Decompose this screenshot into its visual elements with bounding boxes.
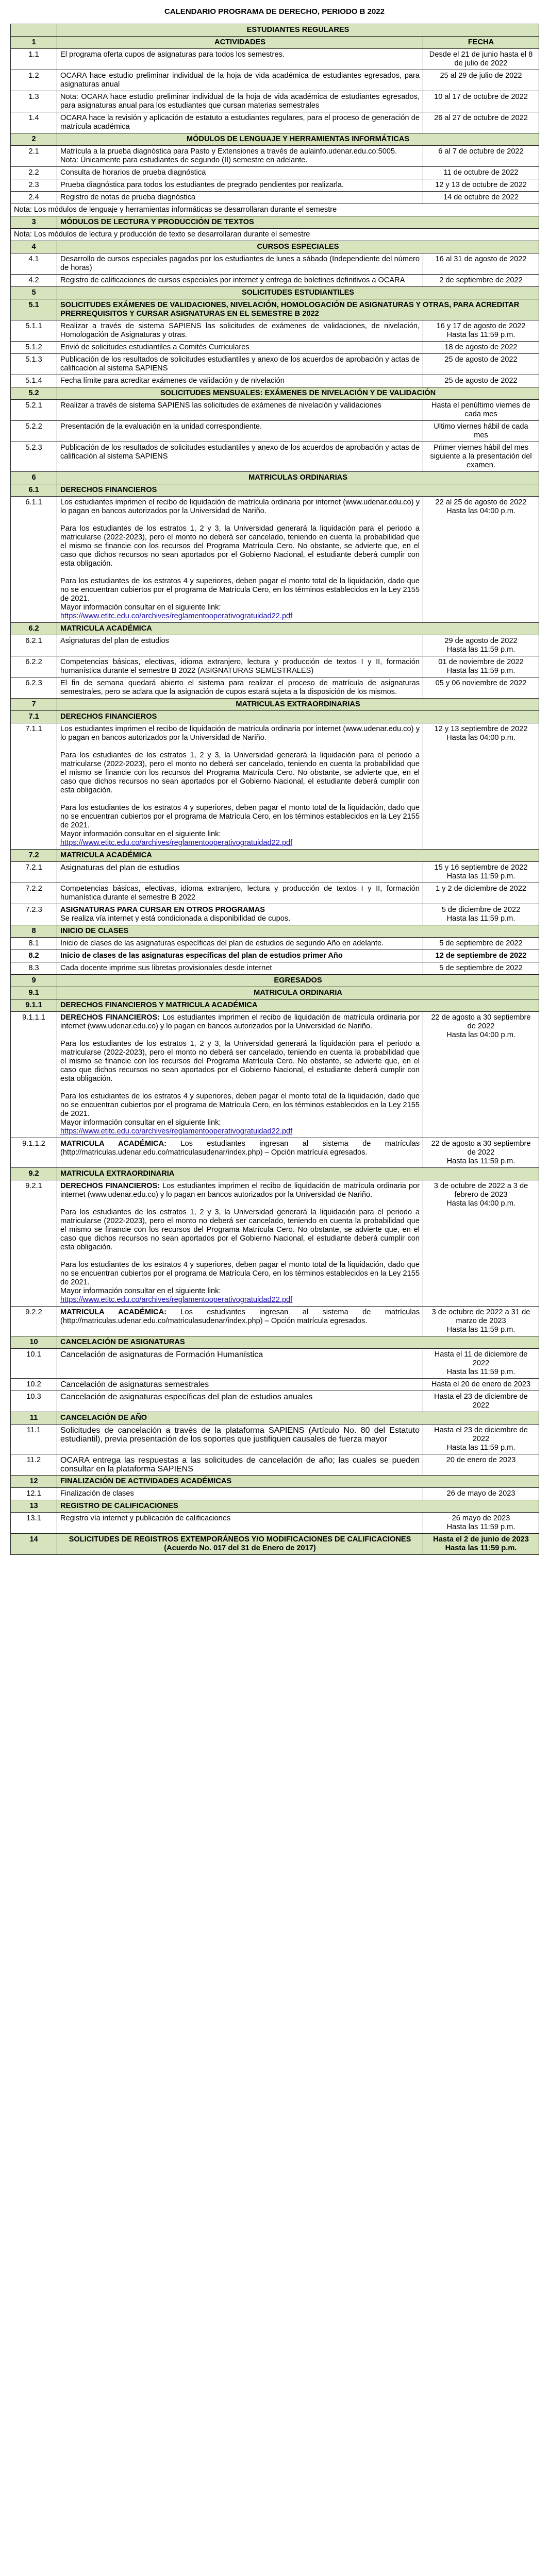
activity-row [11,635,539,656]
section-number: 7 [11,699,57,711]
activity-row [11,1454,539,1476]
regulation-link[interactable]: https://www.etitc.edu.co/archives/reglamentooperativogratuidad22.pdf [60,839,293,847]
activity-description: Registro de notas de prueba diagnóstica [57,192,423,204]
row-number: 9.2.2 [11,1307,57,1336]
row-number: 2.2 [11,167,57,179]
section-number: 10 [11,1336,57,1349]
paragraph [60,1182,420,1199]
section-number: 9.2 [11,1168,57,1180]
activity-row [11,1307,539,1336]
section-row [11,241,539,253]
section-title: MATRICULA ACADÉMICA [57,850,539,862]
more-info [60,830,420,848]
row-date: 20 de enero de 2023 [423,1454,539,1476]
section-number: 9 [11,975,57,987]
section-title: ESTUDIANTES REGULARES [57,24,539,37]
activity-description: OCARA entrega las respuestas a las solicitudes de cancelación de año; las cuales se pueden consultar en la plataforma SAPIENS [57,1454,423,1476]
section-row [11,133,539,146]
paragraph: Para los estudiantes de los estratos 1, 2 y 3, la Universidad generará la liquidación para el periodo a matricularse (2022-2023), pero el monto no deberá ser cancelado, teniendo en cuenta la probabilidad que el mismo se financie con los recursos del Programa Matrícula Cero. No obstante, se advierte que, en el caso que dichos recursos no sean aportados por el Gobierno Nacional, el estudiante deberá cumplir con esta obligación. [60,1208,420,1251]
activity-description: Presentación de la evaluación en la unidad correspondiente. [57,421,423,442]
financial-row [11,723,539,850]
activity-row [11,1138,539,1168]
row-date: 26 al 27 de octubre de 2022 [423,112,539,133]
financial-row [11,1012,539,1138]
row-date: 2 de septiembre de 2022 [423,275,539,287]
section-row [11,699,539,711]
activity-row [11,862,539,883]
activity-row [11,962,539,975]
row-number: 11.2 [11,1454,57,1476]
section-row [11,999,539,1012]
row-date: 22 de agosto a 30 septiembre de 2022 Hasta las 11:59 p.m. [423,1138,539,1168]
activity-description: Inicio de clases de las asignaturas específicas del plan de estudios primer Año [57,950,423,962]
activity-row [11,938,539,950]
note-text: Nota: Los módulos de lectura y producción de texto se desarrollaran durante el semestre [11,229,539,241]
row-date: 15 y 16 septiembre de 2022 Hasta las 11:59 p.m. [423,862,539,883]
row-number: 7.1.1 [11,723,57,850]
section-number: 8 [11,925,57,938]
row-number: 2.4 [11,192,57,204]
row-date: 26 mayo de 2023 Hasta las 11:59 p.m. [423,1513,539,1534]
section-title: SOLICITUDES DE REGISTROS EXTEMPORÁNEOS Y/O MODIFICACIONES DE CALIFICACIONES (Acuerdo No. 017 del 31 de Enero de 2017) [57,1534,423,1555]
section-title: SOLICITUDES ESTUDIANTILES [57,287,539,299]
section-row [11,987,539,999]
activity-row [11,421,539,442]
section-row [11,1412,539,1425]
row-date: 12 de septiembre de 2022 [423,950,539,962]
activity-description: Solicitudes de cancelación a través de la plataforma SAPIENS (Artículo No. 80 del Estatuto estudiantil), previa presentación de los soportes que justifiquen causales de fuerza mayor [57,1425,423,1454]
activity-row [11,112,539,133]
row-date: 01 de noviembre de 2022 Hasta las 11:59 p.m. [423,656,539,677]
activity-description: Prueba diagnóstica para todos los estudiantes de pregrado pendientes por realizarla. [57,179,423,192]
row-date: 25 de agosto de 2022 [423,375,539,387]
activity-row [11,375,539,387]
row-number: 6.1.1 [11,497,57,623]
activity-description: Consulta de horarios de prueba diagnóstica [57,167,423,179]
row-date: Hasta el 23 de diciembre de 2022 Hasta las 11:59 p.m. [423,1425,539,1454]
section-title: MATRICULA ACADÉMICA [57,623,539,635]
section-title: DERECHOS FINANCIEROS Y MATRICULA ACADÉMICA [57,999,539,1012]
section-number: 13 [11,1500,57,1513]
activity-description: OCARA hace la revisión y aplicación de estatuto a estudiantes regulares, para el proceso de generación de matrícula académica [57,112,423,133]
activity-row [11,1349,539,1379]
row-date: 10 al 17 de octubre de 2022 [423,91,539,112]
paragraph: Para los estudiantes de los estratos 1, 2 y 3, la Universidad generará la liquidación para el periodo a matricularse (2022-2023), pero el monto no deberá ser cancelado, teniendo en cuenta la probabilidad que el mismo se financie con los recursos del Programa Matrícula Cero. No obstante, se advierte que, en el caso que dichos recursos no sean aportados por el Gobierno Nacional, el estudiante deberá cumplir con esta obligación. [60,1040,420,1083]
row-date: 12 y 13 de octubre de 2022 [423,179,539,192]
activity-row [11,677,539,699]
activity-description: Matrícula a la prueba diagnóstica para Pasto y Extensiones a través de aulainfo.udenar.edu.co:5005. Nota: Únicamente para estudiantes de segundo (II) semestre en adelante. [57,146,423,167]
activity-description: Publicación de los resultados de solicitudes estudiantiles y anexo de los acuerdos de aprobación y actas de calificación al sistema SAPIENS [57,354,423,375]
section-title: MATRICULA ORDINARIA [57,987,539,999]
section-title: EGRESADOS [57,975,539,987]
row-date: Ultimo viernes hábil de cada mes [423,421,539,442]
row-number: 1.3 [11,91,57,112]
activity-row [11,904,539,925]
row-number: 6.2.1 [11,635,57,656]
activity-row [11,354,539,375]
paragraph-text: Los estudiantes imprimen el recibo de liquidación de matrícula ordinaria por internet (www.udenar.edu.co) y lo pagan en bancos autorizados por la Universidad de Nariño. [60,1013,420,1030]
section-title: MATRICULAS EXTRAORDINARIAS [57,699,539,711]
row-number: 6.2.2 [11,656,57,677]
row-number: 7.2.3 [11,904,57,925]
activity-description: El programa oferta cupos de asignaturas para todos los semestres. [57,49,423,70]
activity-description: Finalización de clases [57,1488,423,1500]
row-number: 8.1 [11,938,57,950]
lead-label: DERECHOS FINANCIEROS: [60,1013,163,1022]
section-row [11,484,539,497]
row-number: 2.1 [11,146,57,167]
row-number: 5.1.2 [11,342,57,354]
section-title: MÓDULOS DE LECTURA Y PRODUCCIÓN DE TEXTOS [57,216,539,229]
row-number: 4.1 [11,253,57,275]
row-number: 5.2.3 [11,442,57,472]
activity-row [11,1391,539,1412]
section-number: 7.1 [11,711,57,723]
activity-description: Envió de solicitudes estudiantiles a Comités Curriculares [57,342,423,354]
activity-description [57,1307,423,1336]
row-date: Hasta el 23 de diciembre de 2022 [423,1391,539,1412]
row-date: 26 de mayo de 2023 [423,1488,539,1500]
section-title: CURSOS ESPECIALES [57,241,539,253]
activity-row [11,179,539,192]
section-number: 7.2 [11,850,57,862]
row-date: 14 de octubre de 2022 [423,192,539,204]
section-row [11,287,539,299]
activity-row [11,253,539,275]
financial-description [57,497,423,623]
financial-description [57,1012,423,1138]
row-date: Desde el 21 de junio hasta el 8 de julio de 2022 [423,49,539,70]
row-date: 5 de septiembre de 2022 [423,938,539,950]
row-date: 22 de agosto a 30 septiembre de 2022 Hasta las 04:00 p.m. [423,1012,539,1138]
row-date: 18 de agosto de 2022 [423,342,539,354]
activity-description: Cada docente imprime sus libretas provisionales desde internet [57,962,423,975]
section-row [11,1534,539,1555]
regulation-link[interactable]: https://www.etitc.edu.co/archives/reglamentooperativogratuidad22.pdf [60,1296,293,1304]
activity-text: Los estudiantes ingresan al sistema de matrículas (http://matriculas.udenar.edu.co/matriculasudenar/index.php) – Opción matrícula egresados. [60,1140,420,1157]
activity-row [11,950,539,962]
regulation-link[interactable]: https://www.etitc.edu.co/archives/reglamentooperativogratuidad22.pdf [60,1127,293,1136]
more-info-label: Mayor información consultar en el siguiente link: [60,603,221,612]
activity-description: Registro de calificaciones de cursos especiales por internet y entrega de boletines definitivos a OCARA [57,275,423,287]
calendar-table [10,24,539,1555]
activity-description: Publicación de los resultados de solicitudes estudiantiles y anexo de los acuerdos de aprobación y actas de calificación al sistema SAPIENS [57,442,423,472]
lead-label: MATRICULA ACADÉMICA: [60,1308,167,1316]
section-row [11,975,539,987]
section-title: SOLICITUDES MENSUALES: EXÁMENES DE NIVELACIÓN Y DE VALIDACIÓN [57,387,539,400]
activity-description: Competencias básicas, electivas, idioma extranjero, lectura y producción de textos I y II, formación humanística durante el semestre B 2022 [57,883,423,904]
row-number: 10.3 [11,1391,57,1412]
row-number: 7.2.1 [11,862,57,883]
row-number: 2.3 [11,179,57,192]
activity-description: Cancelación de asignaturas específicas del plan de estudios anuales [57,1391,423,1412]
paragraph: Para los estudiantes de los estratos 1, 2 y 3, la Universidad generará la liquidación para el periodo a matricularse (2022-2023), pero el monto no deberá ser cancelado, teniendo en cuenta la probabilidad que el mismo se financie con los recursos del Programa Matrícula Cero. No obstante, se advierte que, en el caso que dichos recursos no sean aportados por el Gobierno Nacional, el estudiante deberá cumplir con esta obligación. [60,524,420,568]
document-title: CALENDARIO PROGRAMA DE DERECHO, PERIODO B 2022 [164,7,385,16]
row-date: 3 de octubre de 2022 a 31 de marzo de 2023 Hasta las 11:59 p.m. [423,1307,539,1336]
row-number: 5.1.4 [11,375,57,387]
section-title: INICIO DE CLASES [57,925,539,938]
row-date: 25 al 29 de julio de 2022 [423,70,539,91]
activity-row [11,146,539,167]
row-number: 12.1 [11,1488,57,1500]
section-number: 5 [11,287,57,299]
activity-row [11,167,539,179]
section-row [11,1500,539,1513]
row-number: 6.2.3 [11,677,57,699]
activity-row [11,400,539,421]
more-info [60,1118,420,1136]
financial-description [57,1180,423,1307]
activity-description: Asignaturas del plan de estudios [57,635,423,656]
section-number: 4 [11,241,57,253]
row-date: 16 y 17 de agosto de 2022 Hasta las 11:59 p.m. [423,320,539,342]
paragraph: Para los estudiantes de los estratos 1, 2 y 3, la Universidad generará la liquidación para el periodo a matricularse (2022-2023), pero el monto no deberá ser cancelado, teniendo en cuenta la probabilidad que el mismo se financie con los recursos del Programa Matrícula Cero. No obstante, se advierte que, en el caso que dichos recursos no sean aportados por el Gobierno Nacional, el estudiante deberá cumplir con esta obligación. [60,751,420,794]
activity-row [11,656,539,677]
activity-heading: ASIGNATURAS PARA CURSAR EN OTROS PROGRAMAS [60,906,265,914]
row-number: 8.2 [11,950,57,962]
section-title: DERECHOS FINANCIEROS [57,711,539,723]
activity-description: Nota: OCARA hace estudio preliminar individual de la hoja de vida académica de estudiantes egresados, para asignaturas anual para los estudiantes que cursan materias semestrales [57,91,423,112]
row-number: 13.1 [11,1513,57,1534]
activity-description: Desarrollo de cursos especiales pagados por los estudiantes de lunes a sábado (Independiente del número de horas) [57,253,423,275]
row-date: 22 al 25 de agosto de 2022 Hasta las 04:00 p.m. [423,497,539,623]
table-header-row [11,37,539,49]
row-date: Primer viernes hábil del mes siguiente a la presentación del examen. [423,442,539,472]
paragraph-text: Los estudiantes imprimen el recibo de liquidación de matrícula ordinaria por internet (www.udenar.edu.co) y lo pagan en bancos autorizados por la Universidad de Nariño. [60,1182,420,1199]
row-date: 6 al 7 de octubre de 2022 [423,146,539,167]
activity-description: Fecha límite para acreditar exámenes de validación y de nivelación [57,375,423,387]
activity-row [11,49,539,70]
lead-label: MATRICULA ACADÉMICA: [60,1140,167,1148]
section-number: 11 [11,1412,57,1425]
section-row [11,850,539,862]
financial-row [11,497,539,623]
row-number: 10.1 [11,1349,57,1379]
section-row [11,299,539,320]
paragraph: Para los estudiantes de los estratos 4 y superiores, deben pagar el monto total de la liquidación, dado que no se encuentran cubiertos por el programa de Matrícula Cero, en los términos establecidos en la Ley 2155 de 2021. [60,1092,420,1118]
activity-row [11,883,539,904]
activity-row [11,275,539,287]
more-info-label: Mayor información consultar en el siguiente link: [60,1118,221,1127]
paragraph: Para los estudiantes de los estratos 4 y superiores, deben pagar el monto total de la liquidación, dado que no se encuentran cubiertos por el programa de Matrícula Cero, en los términos establecidos en la Ley 2155 de 2021. [60,577,420,603]
section-row [11,24,539,37]
activity-description: Asignaturas del plan de estudios [57,862,423,883]
lead-label: DERECHOS FINANCIEROS: [60,1182,163,1190]
section-number: 6.2 [11,623,57,635]
row-number: 1.4 [11,112,57,133]
section-number: 5.1 [11,299,57,320]
section-row [11,925,539,938]
activity-description: El fin de semana quedará abierto el sistema para realizar el proceso de matrícula de asignaturas semestrales, pero se aclara que la asignación de cupos estará sujeta a la disposición de los mismos. [57,677,423,699]
activity-description: Realizar a través de sistema SAPIENS las solicitudes de exámenes de nivelación y validaciones [57,400,423,421]
activity-description: Inicio de clases de las asignaturas específicas del plan de estudios de segundo Año en adelante. [57,938,423,950]
row-date: Hasta el 11 de diciembre de 2022 Hasta las 11:59 p.m. [423,1349,539,1379]
activity-row [11,70,539,91]
section-row [11,1336,539,1349]
section-row [11,711,539,723]
header-number: 1 [11,37,57,49]
activity-row [11,91,539,112]
row-date: 25 de agosto de 2022 [423,354,539,375]
row-number: 1.2 [11,70,57,91]
section-number: 6.1 [11,484,57,497]
section-number: 14 [11,1534,57,1555]
more-info-label: Mayor información consultar en el siguiente link: [60,1287,221,1295]
note-text: Nota: Los módulos de lenguaje y herramientas informáticas se desarrollaran durante el semestre [11,204,539,216]
paragraph: Los estudiantes imprimen el recibo de liquidación de matrícula ordinaria por internet (www.udenar.edu.co) y lo pagan en bancos autorizados por la Universidad de Nariño. [60,498,420,515]
activity-description: OCARA hace estudio preliminar individual de la hoja de vida académica de estudiantes egresados, para asignaturas anual [57,70,423,91]
row-number: 11.1 [11,1425,57,1454]
section-number: 12 [11,1476,57,1488]
activity-description: Cancelación de asignaturas semestrales [57,1379,423,1391]
section-number: 5.2 [11,387,57,400]
activity-row [11,1379,539,1391]
activity-row [11,1425,539,1454]
section-title: MATRICULA EXTRAORDINARIA [57,1168,539,1180]
section-row [11,1476,539,1488]
row-number: 9.2.1 [11,1180,57,1307]
activity-row [11,1488,539,1500]
paragraph: Para los estudiantes de los estratos 4 y superiores, deben pagar el monto total de la liquidación, dado que no se encuentran cubiertos por el programa de Matrícula Cero, en los términos establecidos en la Ley 2155 de 2021. [60,1261,420,1286]
row-date: Hasta el penúltimo viernes de cada mes [423,400,539,421]
section-row [11,623,539,635]
activity-text: Los estudiantes ingresan al sistema de matrículas (http://matriculas.udenar.edu.co/matriculasudenar/index.php) – Opción matrícula egresados. [60,1308,420,1325]
regulation-link[interactable]: https://www.etitc.edu.co/archives/reglamentooperativogratuidad22.pdf [60,612,293,620]
header-date: FECHA [423,37,539,49]
activity-text: Se realiza vía internet y está condicionada a disponibilidad de cupos. [60,914,291,923]
section-number: 9.1.1 [11,999,57,1012]
row-number: 7.2.2 [11,883,57,904]
section-date: Hasta el 2 de junio de 2023 Hasta las 11:59 p.m. [423,1534,539,1555]
section-number: 3 [11,216,57,229]
section-title: MATRICULAS ORDINARIAS [57,472,539,484]
section-row [11,1168,539,1180]
row-number: 5.1.3 [11,354,57,375]
section-number [11,24,57,37]
calendar-table-body [11,24,539,1555]
row-date: 16 al 31 de agosto de 2022 [423,253,539,275]
activity-row [11,442,539,472]
activity-description: Cancelación de asignaturas de Formación Humanística [57,1349,423,1379]
row-date: 5 de septiembre de 2022 [423,962,539,975]
header-activities: ACTIVIDADES [57,37,423,49]
section-title: FINALIZACIÓN DE ACTIVIDADES ACADÉMICAS [57,1476,539,1488]
row-date: 12 y 13 septiembre de 2022 Hasta las 04:00 p.m. [423,723,539,850]
paragraph: Para los estudiantes de los estratos 4 y superiores, deben pagar el monto total de la liquidación, dado que no se encuentran cubiertos por el programa de Matrícula Cero, en los términos establecidos en la Ley 2155 de 2021. [60,804,420,829]
row-number: 5.2.1 [11,400,57,421]
note-row [11,204,539,216]
row-date: 5 de diciembre de 2022 Hasta las 11:59 p.m. [423,904,539,925]
paragraph [60,1013,420,1031]
section-row [11,216,539,229]
activity-description [57,1138,423,1168]
row-number: 5.1.1 [11,320,57,342]
row-number: 9.1.1.1 [11,1012,57,1138]
section-number: 6 [11,472,57,484]
row-number: 8.3 [11,962,57,975]
note-row [11,229,539,241]
activity-description: Realizar a través de sistema SAPIENS las solicitudes de exámenes de validaciones, de nivelación, Homologación de Asignaturas y otras. [57,320,423,342]
more-info [60,1287,420,1304]
section-number: 9.1 [11,987,57,999]
section-title: REGISTRO DE CALIFICACIONES [57,1500,539,1513]
paragraph: Los estudiantes imprimen el recibo de liquidación de matrícula ordinaria por internet (www.udenar.edu.co) y lo pagan en bancos autorizados por la Universidad de Nariño. [60,725,420,742]
section-title: MÓDULOS DE LENGUAJE Y HERRAMIENTAS INFORMÁTICAS [57,133,539,146]
activity-row [11,342,539,354]
financial-row [11,1180,539,1307]
row-number: 5.2.2 [11,421,57,442]
activity-description [57,904,423,925]
section-title: SOLICITUDES EXÁMENES DE VALIDACIONES, NIVELACIÓN, HOMOLOGACIÓN DE ASIGNATURAS Y OTRAS, PARA ACREDITAR PRERREQUISITOS Y CURSAR ASIGNATURAS EN EL SEMESTRE B 2022 [57,299,539,320]
activity-description: Registro vía internet y publicación de calificaciones [57,1513,423,1534]
row-number: 1.1 [11,49,57,70]
row-date: 1 y 2 de diciembre de 2022 [423,883,539,904]
activity-row [11,192,539,204]
activity-row [11,1513,539,1534]
section-title: CANCELACIÓN DE AÑO [57,1412,539,1425]
row-number: 10.2 [11,1379,57,1391]
more-info [60,603,420,621]
section-number: 2 [11,133,57,146]
section-row [11,472,539,484]
more-info-label: Mayor información consultar en el siguiente link: [60,830,221,838]
financial-description [57,723,423,850]
row-date: 05 y 06 noviembre de 2022 [423,677,539,699]
row-number: 4.2 [11,275,57,287]
row-date: Hasta el 20 de enero de 2023 [423,1379,539,1391]
row-number: 9.1.1.2 [11,1138,57,1168]
activity-row [11,320,539,342]
section-title: CANCELACIÓN DE ASIGNATURAS [57,1336,539,1349]
activity-description: Competencias básicas, electivas, idioma extranjero, lectura y producción de textos I y II, formación humanística durante el semestre B 2022 (ASIGNATURAS SEMESTRALES) [57,656,423,677]
section-row [11,387,539,400]
section-title: DERECHOS FINANCIEROS [57,484,539,497]
row-date: 11 de octubre de 2022 [423,167,539,179]
row-date: 29 de agosto de 2022 Hasta las 11:59 p.m. [423,635,539,656]
row-date: 3 de octubre de 2022 a 3 de febrero de 2023 Hasta las 04:00 p.m. [423,1180,539,1307]
